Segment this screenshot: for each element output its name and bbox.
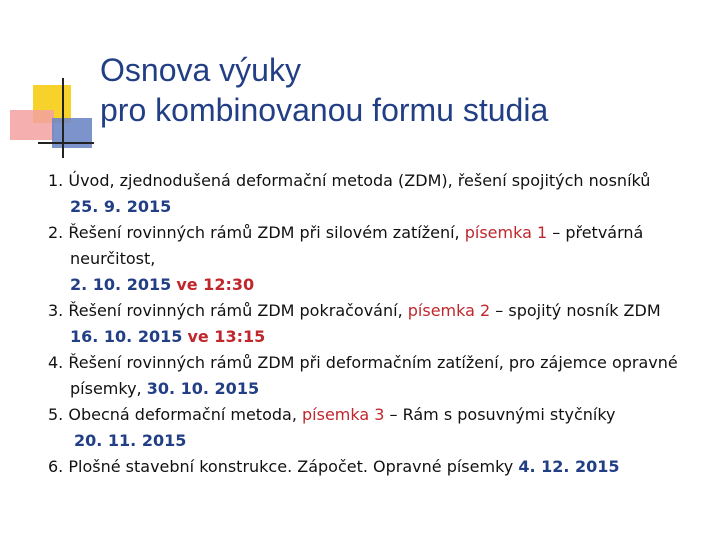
title-line-1: Osnova výuky xyxy=(100,52,301,88)
list-item-4 xyxy=(48,350,708,402)
item-text: Úvod, zjednodušená deformační metoda (ZDM), řešení spojitých nosníků xyxy=(68,171,651,190)
item-text: Řešení rovinných rámů ZDM pokračování, xyxy=(68,301,403,320)
item-highlight: písemka 2 xyxy=(407,301,491,320)
item-text-cont-2: neurčitost, xyxy=(70,249,156,268)
item-text: Plošné stavební konstrukce. Zápočet. Opravné písemky xyxy=(68,457,514,476)
item-date: 25. 9. 2015 xyxy=(70,197,172,216)
decor-red-square xyxy=(10,110,54,140)
list-item-2 xyxy=(48,220,708,298)
item-date: 4. 12. 2015 xyxy=(518,457,620,476)
decor-vertical-line xyxy=(62,78,64,158)
item-text-cont: písemky, xyxy=(70,379,142,398)
title-line-2: pro kombinovanou formu studia xyxy=(100,92,549,128)
item-number: 1. xyxy=(48,171,64,190)
list-item-5 xyxy=(48,402,708,454)
item-number: 5. xyxy=(48,405,64,424)
syllabus-list xyxy=(48,168,708,480)
item-text: Řešení rovinných rámů ZDM při silovém zatížení, xyxy=(68,223,460,242)
list-item-6 xyxy=(48,454,708,480)
decor-horizontal-line xyxy=(38,142,94,144)
item-text: Obecná deformační metoda, xyxy=(68,405,297,424)
item-highlight: písemka 3 xyxy=(302,405,385,424)
item-text-cont: – spojitý nosník ZDM xyxy=(495,301,661,320)
item-time: ve 13:15 xyxy=(187,327,266,346)
item-date: 20. 11. 2015 xyxy=(74,431,187,450)
item-time: ve 12:30 xyxy=(176,275,255,294)
item-number: 4. xyxy=(48,353,64,372)
item-number: 2. xyxy=(48,223,64,242)
slide-title xyxy=(100,50,548,130)
item-number: 3. xyxy=(48,301,64,320)
item-date: 30. 10. 2015 xyxy=(146,379,260,398)
item-text-cont: – přetvárná xyxy=(552,223,644,242)
item-text: Řešení rovinných rámů ZDM při deformačním zatížení, pro zájemce opravné xyxy=(68,353,678,372)
list-item-1 xyxy=(48,168,708,220)
list-item-3 xyxy=(48,298,708,350)
item-text-cont: – Rám s posuvnými styčníky xyxy=(389,405,616,424)
item-date: 16. 10. 2015 xyxy=(70,327,183,346)
item-highlight: písemka 1 xyxy=(464,223,548,242)
item-number: 6. xyxy=(48,457,64,476)
item-date: 2. 10. 2015 xyxy=(70,275,172,294)
